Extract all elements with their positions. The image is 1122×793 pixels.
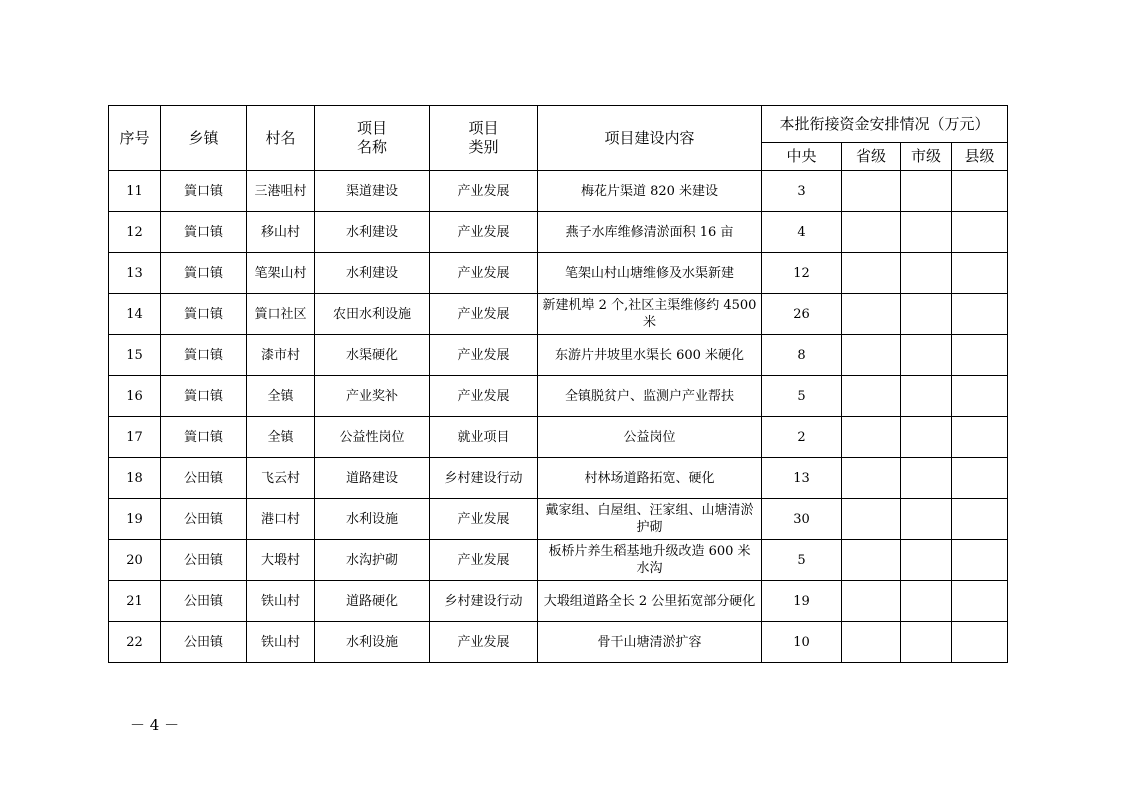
cell-seq: 17 xyxy=(109,417,161,458)
cell-provincial xyxy=(842,458,901,499)
cell-village: 飞云村 xyxy=(247,458,315,499)
cell-township: 公田镇 xyxy=(161,540,247,581)
cell-provincial xyxy=(842,581,901,622)
header-project-type xyxy=(430,106,538,171)
cell-city xyxy=(901,499,952,540)
cell-village: 铁山村 xyxy=(247,622,315,663)
cell-provincial xyxy=(842,376,901,417)
cell-township: 公田镇 xyxy=(161,581,247,622)
cell-village: 移山村 xyxy=(247,212,315,253)
header-provincial: 省级 xyxy=(842,143,901,171)
table-row xyxy=(109,622,1008,663)
cell-project-name: 农田水利设施 xyxy=(315,294,430,335)
cell-county xyxy=(952,171,1008,212)
cell-content: 村林场道路拓宽、硬化 xyxy=(538,458,762,499)
cell-central: 13 xyxy=(762,458,842,499)
header-township: 乡镇 xyxy=(161,106,247,171)
cell-city xyxy=(901,212,952,253)
cell-township: 篢口镇 xyxy=(161,376,247,417)
table-row xyxy=(109,376,1008,417)
cell-seq: 21 xyxy=(109,581,161,622)
header-project-name-line2: 名称 xyxy=(356,138,387,156)
cell-content: 梅花片渠道 820 米建设 xyxy=(538,171,762,212)
funding-table xyxy=(108,105,1008,663)
table-row xyxy=(109,540,1008,581)
cell-project-type: 产业发展 xyxy=(430,335,538,376)
cell-project-name: 渠道建设 xyxy=(315,171,430,212)
cell-project-type: 产业发展 xyxy=(430,212,538,253)
cell-seq: 13 xyxy=(109,253,161,294)
cell-county xyxy=(952,253,1008,294)
cell-content: 全镇脱贫户、监测户产业帮扶 xyxy=(538,376,762,417)
cell-seq: 15 xyxy=(109,335,161,376)
cell-provincial xyxy=(842,171,901,212)
cell-project-name: 水利建设 xyxy=(315,212,430,253)
cell-content: 笔架山村山塘维修及水渠新建 xyxy=(538,253,762,294)
cell-central: 5 xyxy=(762,540,842,581)
cell-project-name: 产业奖补 xyxy=(315,376,430,417)
cell-provincial xyxy=(842,622,901,663)
cell-content: 新建机埠 2 个,社区主渠维修约 4500 米 xyxy=(538,294,762,335)
cell-content: 东游片井坡里水渠长 600 米硬化 xyxy=(538,335,762,376)
cell-central: 12 xyxy=(762,253,842,294)
header-project-name-line1: 项目 xyxy=(356,119,387,137)
cell-county xyxy=(952,581,1008,622)
cell-township: 篢口镇 xyxy=(161,417,247,458)
cell-county xyxy=(952,622,1008,663)
cell-project-type: 产业发展 xyxy=(430,376,538,417)
cell-central: 5 xyxy=(762,376,842,417)
cell-project-name: 道路建设 xyxy=(315,458,430,499)
cell-project-name: 公益性岗位 xyxy=(315,417,430,458)
cell-seq: 22 xyxy=(109,622,161,663)
cell-township: 篢口镇 xyxy=(161,253,247,294)
header-central: 中央 xyxy=(762,143,842,171)
header-city: 市级 xyxy=(901,143,952,171)
cell-township: 公田镇 xyxy=(161,499,247,540)
header-county: 县级 xyxy=(952,143,1008,171)
cell-project-name: 水利建设 xyxy=(315,253,430,294)
cell-provincial xyxy=(842,335,901,376)
cell-seq: 16 xyxy=(109,376,161,417)
cell-project-type: 产业发展 xyxy=(430,171,538,212)
cell-city xyxy=(901,294,952,335)
cell-central: 8 xyxy=(762,335,842,376)
table-row xyxy=(109,171,1008,212)
cell-project-name: 水渠硬化 xyxy=(315,335,430,376)
cell-content: 戴家组、白屋组、汪家组、山塘清淤护砌 xyxy=(538,499,762,540)
cell-project-type: 产业发展 xyxy=(430,622,538,663)
cell-city xyxy=(901,581,952,622)
cell-content: 板桥片养生稻基地升级改造 600 米水沟 xyxy=(538,540,762,581)
cell-township: 篢口镇 xyxy=(161,171,247,212)
cell-city xyxy=(901,622,952,663)
header-funds: 本批衔接资金安排情况（万元） xyxy=(762,106,1008,143)
cell-content: 大塅组道路全长 2 公里拓宽部分硬化 xyxy=(538,581,762,622)
cell-township: 篢口镇 xyxy=(161,335,247,376)
header-content: 项目建设内容 xyxy=(538,106,762,171)
table-row xyxy=(109,417,1008,458)
table-row xyxy=(109,253,1008,294)
cell-village: 全镇 xyxy=(247,417,315,458)
cell-central: 10 xyxy=(762,622,842,663)
header-project-type-line2: 类别 xyxy=(468,138,499,156)
cell-village: 大塅村 xyxy=(247,540,315,581)
cell-central: 2 xyxy=(762,417,842,458)
cell-village: 全镇 xyxy=(247,376,315,417)
cell-seq: 14 xyxy=(109,294,161,335)
cell-county xyxy=(952,540,1008,581)
cell-county xyxy=(952,294,1008,335)
cell-provincial xyxy=(842,253,901,294)
header-seq: 序号 xyxy=(109,106,161,171)
cell-project-name: 道路硬化 xyxy=(315,581,430,622)
cell-central: 4 xyxy=(762,212,842,253)
cell-county xyxy=(952,376,1008,417)
header-project-type-line1: 项目 xyxy=(468,119,499,137)
cell-content: 公益岗位 xyxy=(538,417,762,458)
cell-project-type: 乡村建设行动 xyxy=(430,458,538,499)
table-row xyxy=(109,458,1008,499)
cell-project-type: 产业发展 xyxy=(430,540,538,581)
cell-township: 篢口镇 xyxy=(161,294,247,335)
cell-project-type: 产业发展 xyxy=(430,253,538,294)
cell-content: 燕子水库维修清淤面积 16 亩 xyxy=(538,212,762,253)
cell-city xyxy=(901,540,952,581)
cell-seq: 19 xyxy=(109,499,161,540)
cell-project-type: 就业项目 xyxy=(430,417,538,458)
cell-county xyxy=(952,499,1008,540)
cell-village: 三港咀村 xyxy=(247,171,315,212)
cell-seq: 20 xyxy=(109,540,161,581)
cell-township: 公田镇 xyxy=(161,458,247,499)
cell-county xyxy=(952,417,1008,458)
cell-village: 铁山村 xyxy=(247,581,315,622)
cell-provincial xyxy=(842,499,901,540)
cell-county xyxy=(952,335,1008,376)
cell-central: 30 xyxy=(762,499,842,540)
cell-project-name: 水利设施 xyxy=(315,499,430,540)
header-row xyxy=(109,106,1008,143)
table-row xyxy=(109,499,1008,540)
cell-content: 骨干山塘清淤扩容 xyxy=(538,622,762,663)
table-row xyxy=(109,212,1008,253)
cell-central: 26 xyxy=(762,294,842,335)
cell-city xyxy=(901,253,952,294)
page-number: － 4 － xyxy=(130,716,180,734)
cell-project-type: 产业发展 xyxy=(430,499,538,540)
cell-city xyxy=(901,335,952,376)
cell-seq: 18 xyxy=(109,458,161,499)
header-village: 村名 xyxy=(247,106,315,171)
table-row xyxy=(109,294,1008,335)
cell-seq: 11 xyxy=(109,171,161,212)
cell-county xyxy=(952,458,1008,499)
table-row xyxy=(109,581,1008,622)
cell-village: 篢口社区 xyxy=(247,294,315,335)
cell-project-name: 水利设施 xyxy=(315,622,430,663)
cell-project-type: 产业发展 xyxy=(430,294,538,335)
cell-township: 篢口镇 xyxy=(161,212,247,253)
cell-county xyxy=(952,212,1008,253)
cell-provincial xyxy=(842,212,901,253)
cell-provincial xyxy=(842,294,901,335)
cell-village: 港口村 xyxy=(247,499,315,540)
cell-project-name: 水沟护砌 xyxy=(315,540,430,581)
cell-seq: 12 xyxy=(109,212,161,253)
cell-village: 笔架山村 xyxy=(247,253,315,294)
cell-project-type: 乡村建设行动 xyxy=(430,581,538,622)
header-project-name xyxy=(315,106,430,171)
cell-central: 19 xyxy=(762,581,842,622)
cell-provincial xyxy=(842,417,901,458)
cell-city xyxy=(901,376,952,417)
cell-village: 漆市村 xyxy=(247,335,315,376)
cell-township: 公田镇 xyxy=(161,622,247,663)
table-row xyxy=(109,335,1008,376)
cell-provincial xyxy=(842,540,901,581)
cell-city xyxy=(901,458,952,499)
cell-central: 3 xyxy=(762,171,842,212)
cell-city xyxy=(901,417,952,458)
cell-city xyxy=(901,171,952,212)
